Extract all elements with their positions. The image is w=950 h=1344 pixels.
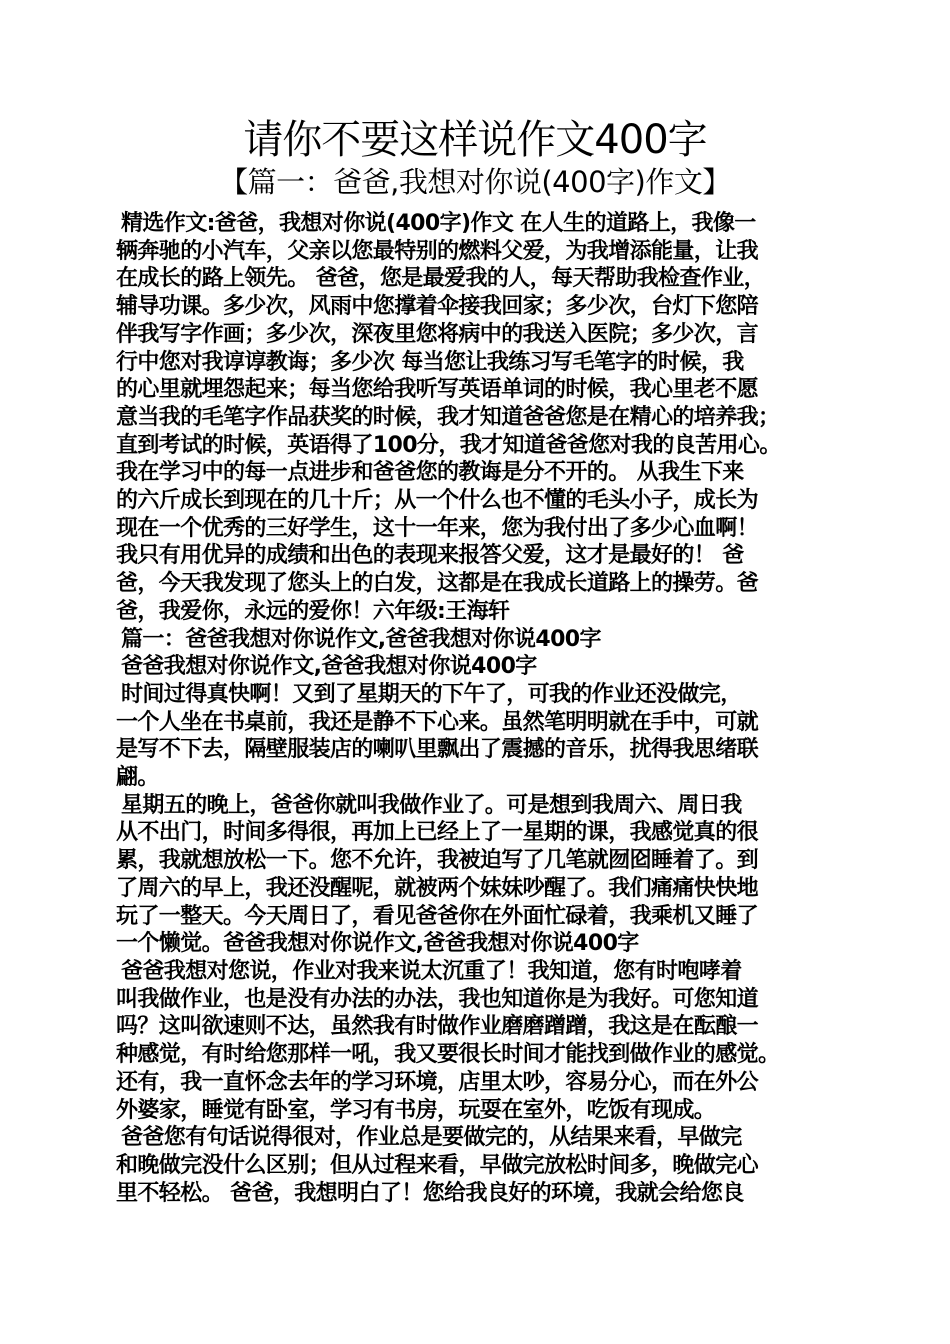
text-line: 从不出门，时间多得很，再加上已经上了一星期的课，我感觉真的很	[116, 820, 759, 846]
text-line: 我只有用优异的成绩和出色的表现来报答父爱，这才是最好的！ 爸	[116, 543, 744, 569]
text-line: 一个人坐在书桌前，我还是静不下心来。虽然笔明明就在手中，可就	[116, 709, 759, 735]
text-line: 现在一个优秀的三好学生，这十一年来，您为我付出了多少心血啊！	[116, 515, 759, 541]
text-line: 爸，我爱你，永远的爱你！六年级:王海轩	[116, 598, 510, 624]
text-line: 翩。	[116, 765, 159, 791]
text-line: 伴我写字作画；多少次，深夜里您将病中的我送入医院；多少次，言	[116, 321, 759, 347]
text-line: 还有，我一直怀念去年的学习环境，店里太吵，容易分心，而在外公	[116, 1069, 759, 1095]
text-line: 篇一：爸爸我想对你说作文,爸爸我想对你说400字	[121, 626, 601, 652]
text-line: 的六斤成长到现在的几十斤；从一个什么也不懂的毛头小子，成长为	[116, 488, 759, 514]
text-line: 吗？这叫欲速则不达，虽然我有时做作业磨磨蹭蹭，我这是在酝酿一	[116, 1014, 759, 1040]
text-line: 一个懒觉。爸爸我想对你说作文,爸爸我想对你说400字	[116, 931, 639, 957]
text-line: 是写不下去，隔壁服装店的喇叭里飘出了震撼的音乐，扰得我思绪联	[116, 737, 759, 763]
text-line: 爸爸我想对您说，作业对我来说太沉重了！我知道，您有时咆哮着	[121, 958, 742, 984]
text-line: 爸爸您有句话说得很对，作业总是要做完的，从结果来看，早做完	[121, 1125, 742, 1151]
text-line: 外婆家，睡觉有卧室，学习有书房，玩耍在室外，吃饭有现成。	[116, 1097, 716, 1123]
text-line: 和晚做完没什么区别；但从过程来看，早做完放松时间多，晚做完心	[116, 1152, 759, 1178]
text-line: 行中您对我谆谆教诲；多少次 每当您让我练习写毛笔字的时候，我	[116, 349, 744, 375]
page-title: 请你不要这样说作文400字	[243, 117, 707, 163]
text-line: 累，我就想放松一下。您不允许，我被迫写了几笔就囫囵睡着了。到	[116, 848, 759, 874]
text-line: 直到考试的时候，英语得了100分，我才知道爸爸您对我的良苦用心。	[116, 432, 781, 458]
text-line: 意当我的毛笔字作品获奖的时候，我才知道爸爸您是在精心的培养我；	[116, 404, 780, 430]
text-line: 爸爸我想对你说作文,爸爸我想对你说400字	[121, 654, 537, 680]
text-line: 了周六的早上，我还没醒呢，就被两个妹妹吵醒了。我们痛痛快快地	[116, 875, 759, 901]
text-line: 叫我做作业，也是没有办法的办法，我也知道你是为我好。可您知道	[116, 986, 759, 1012]
text-line: 精选作文:爸爸，我想对你说(400字)作文 在人生的道路上，我像一	[121, 211, 756, 236]
text-line: 星期五的晚上，爸爸你就叫我做作业了。可是想到我周六、周日我	[121, 792, 742, 818]
text-line: 辆奔驰的小汽车，父亲以您最特别的燃料父爱，为我增添能量，让我	[116, 238, 759, 264]
text-line: 种感觉，有时给您那样一吼，我又要很长时间才能找到做作业的感觉。	[116, 1042, 780, 1068]
page-subtitle: 【篇一：爸爸,我想对你说(400字)作文】	[219, 165, 731, 199]
text-line: 在成长的路上领先。 爸爸，您是最爱我的人，每天帮助我检查作业，	[116, 266, 766, 292]
text-line: 辅导功课。多少次，风雨中您撑着伞接我回家；多少次，台灯下您陪	[116, 294, 759, 320]
essay-body	[116, 210, 852, 1207]
text-line: 里不轻松。 爸爸，我想明白了！您给我良好的环境，我就会给您良	[116, 1180, 744, 1206]
text-line: 爸，今天我发现了您头上的白发，这都是在我成长道路上的操劳。爸	[116, 571, 759, 597]
text-line: 的心里就埋怨起来；每当您给我听写英语单词的时候，我心里老不愿	[116, 377, 759, 403]
text-line: 时间过得真快啊！又到了星期天的下午了，可我的作业还没做完，	[121, 681, 742, 707]
text-line: 我在学习中的每一点进步和爸爸您的教诲是分不开的。 从我生下来	[116, 460, 744, 486]
text-line: 玩了一整天。今天周日了，看见爸爸你在外面忙碌着，我乘机又睡了	[116, 903, 759, 929]
